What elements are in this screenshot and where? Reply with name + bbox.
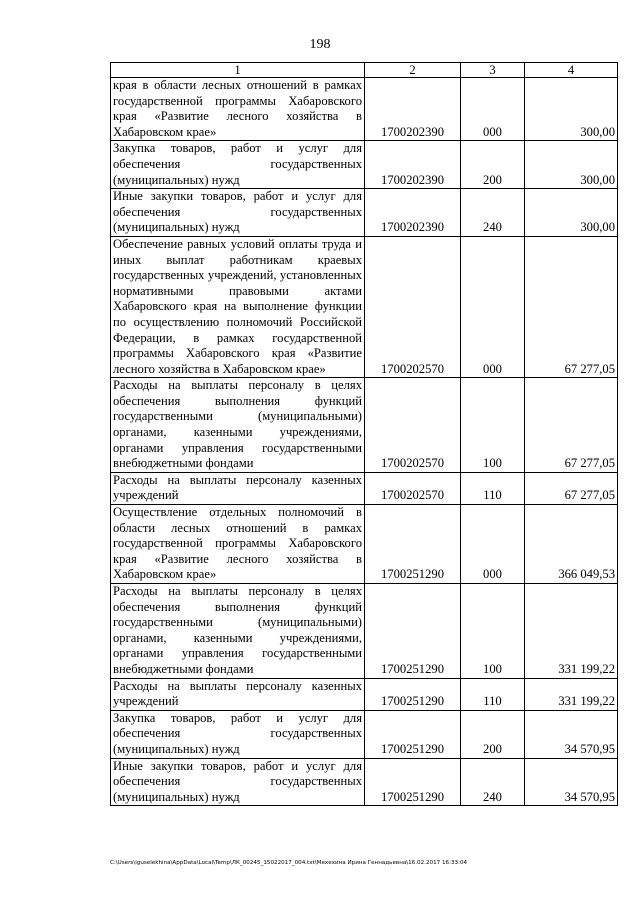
table-row bbox=[111, 378, 618, 473]
row-amount: 34 570,95 bbox=[525, 758, 618, 806]
row-target-code: 1700251290 bbox=[365, 758, 461, 806]
row-description: Расходы на выплаты персоналу в целях обеспечения выполнения функций государственными (муниципальными) органами, казенными учреждениями, органами управления государственными внебюджетными фондами bbox=[111, 378, 365, 473]
row-expense-type: 000 bbox=[461, 236, 525, 377]
row-description: Расходы на выплаты персоналу казенных учреждений bbox=[111, 678, 365, 710]
row-target-code: 1700202570 bbox=[365, 378, 461, 473]
row-amount: 67 277,05 bbox=[525, 472, 618, 504]
table-row bbox=[111, 141, 618, 189]
column-header: 3 bbox=[461, 63, 525, 78]
row-expense-type: 240 bbox=[461, 189, 525, 237]
row-target-code: 1700202390 bbox=[365, 78, 461, 141]
table-row bbox=[111, 758, 618, 806]
row-description: Осуществление отдельных полномочий в области лесных отношений в рамках государственной программы Хабаровского края «Развитие лесного хозяйства в Хабаровском крае» bbox=[111, 505, 365, 584]
footer-file-path: C:\Users\iguselekhina\AppData\Local\Temp\ЛК_00245_15022017_004.txt\Мехехина Ирина Геннадьевна\16.02.2017 16:33:04 bbox=[110, 860, 468, 866]
table-body bbox=[111, 78, 618, 806]
page-number: 198 bbox=[309, 37, 331, 52]
row-expense-type: 100 bbox=[461, 584, 525, 679]
column-header: 2 bbox=[365, 63, 461, 78]
row-expense-type: 000 bbox=[461, 505, 525, 584]
row-target-code: 1700251290 bbox=[365, 584, 461, 679]
row-amount: 67 277,05 bbox=[525, 378, 618, 473]
row-amount: 300,00 bbox=[525, 78, 618, 141]
row-description: Закупка товаров, работ и услуг для обеспечения государственных (муниципальных) нужд bbox=[111, 141, 365, 189]
row-amount: 366 049,53 bbox=[525, 505, 618, 584]
row-amount: 331 199,22 bbox=[525, 584, 618, 679]
row-expense-type: 110 bbox=[461, 472, 525, 504]
row-amount: 34 570,95 bbox=[525, 710, 618, 758]
row-description: Иные закупки товаров, работ и услуг для обеспечения государственных (муниципальных) нужд bbox=[111, 189, 365, 237]
row-expense-type: 000 bbox=[461, 78, 525, 141]
row-target-code: 1700202570 bbox=[365, 472, 461, 504]
row-description: Расходы на выплаты персоналу в целях обеспечения выполнения функций государственными (муниципальными) органами, казенными учреждениями, органами управления государственными внебюджетными фондами bbox=[111, 584, 365, 679]
row-amount: 331 199,22 bbox=[525, 678, 618, 710]
row-description: Закупка товаров, работ и услуг для обеспечения государственных (муниципальных) нужд bbox=[111, 710, 365, 758]
row-expense-type: 200 bbox=[461, 710, 525, 758]
row-target-code: 1700202390 bbox=[365, 189, 461, 237]
column-header: 1 bbox=[111, 63, 365, 78]
row-amount: 67 277,05 bbox=[525, 236, 618, 377]
table-row bbox=[111, 678, 618, 710]
row-description: Обеспечение равных условий оплаты труда и иных выплат работникам краевых государственных учреждений, установленных нормативными правовыми актами Хабаровского края на выполнение функции по осуществлению полномочий Российской Федерации, в рамках государственной программы Хабаровского края «Развитие лесного хозяйства в Хабаровском крае» bbox=[111, 236, 365, 377]
row-description: Иные закупки товаров, работ и услуг для обеспечения государственных (муниципальных) нужд bbox=[111, 758, 365, 806]
row-target-code: 1700251290 bbox=[365, 505, 461, 584]
table-row bbox=[111, 189, 618, 237]
table-row bbox=[111, 505, 618, 584]
row-amount: 300,00 bbox=[525, 189, 618, 237]
table-row bbox=[111, 472, 618, 504]
column-header: 4 bbox=[525, 63, 618, 78]
table-row bbox=[111, 236, 618, 377]
row-amount: 300,00 bbox=[525, 141, 618, 189]
row-expense-type: 200 bbox=[461, 141, 525, 189]
table-header-row bbox=[111, 63, 618, 78]
row-expense-type: 100 bbox=[461, 378, 525, 473]
budget-table bbox=[110, 62, 618, 806]
row-expense-type: 240 bbox=[461, 758, 525, 806]
row-description: края в области лесных отношений в рамках государственной программы Хабаровского края «Развитие лесного хозяйства в Хабаровском крае» bbox=[111, 78, 365, 141]
table-row bbox=[111, 78, 618, 141]
row-expense-type: 110 bbox=[461, 678, 525, 710]
row-description: Расходы на выплаты персоналу казенных учреждений bbox=[111, 472, 365, 504]
row-target-code: 1700202570 bbox=[365, 236, 461, 377]
table-row bbox=[111, 710, 618, 758]
row-target-code: 1700251290 bbox=[365, 678, 461, 710]
row-target-code: 1700251290 bbox=[365, 710, 461, 758]
row-target-code: 1700202390 bbox=[365, 141, 461, 189]
table-row bbox=[111, 584, 618, 679]
